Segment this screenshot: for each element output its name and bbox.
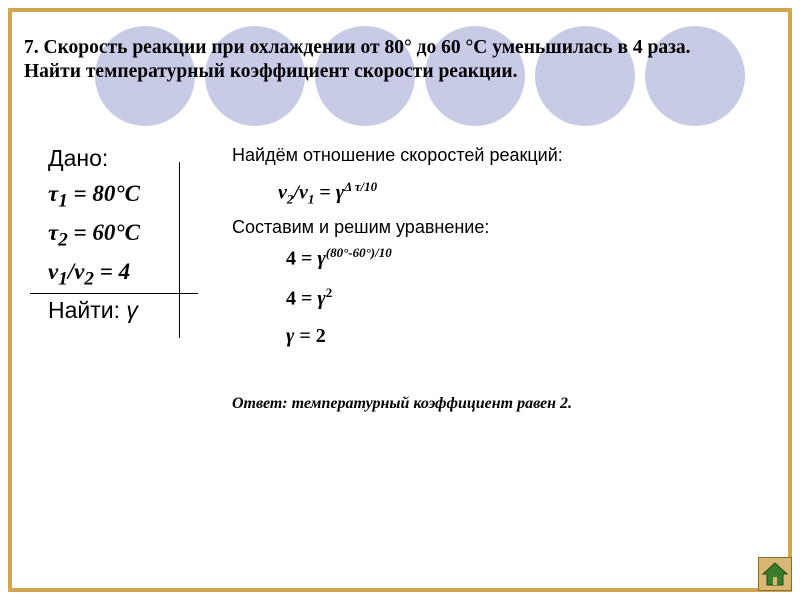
- problem-title: [24, 36, 784, 84]
- eq1-slash-v: /v: [293, 181, 308, 204]
- eq1-sub-2: 2: [286, 191, 294, 207]
- given-find: [48, 297, 138, 324]
- home-icon: [759, 558, 791, 590]
- eq2-gamma: γ: [317, 247, 326, 270]
- find-gamma: γ: [126, 297, 138, 323]
- eq4-rhs: = 2: [294, 325, 326, 347]
- ratio-value: = 4: [93, 259, 131, 284]
- tau-symbol: τ: [48, 220, 59, 245]
- eq2-power: (80°-60°)/10: [325, 245, 392, 260]
- problem-title-line-2: Найти температурный коэффициент скорости реакции.: [24, 61, 518, 82]
- home-button[interactable]: [758, 557, 792, 591]
- ratio-slash: /v: [67, 259, 85, 284]
- find-label: Найти:: [48, 297, 127, 323]
- t2-value: = 60°С: [67, 220, 140, 245]
- solution-step-1: Найдём отношение скоростей реакций:: [232, 145, 563, 165]
- eq1-power: Δ τ/10: [344, 179, 378, 194]
- eq3-power: 2: [325, 285, 333, 300]
- t1-subscript: 1: [58, 190, 68, 212]
- eq4-gamma: γ: [286, 325, 295, 347]
- eq1-v: v: [278, 181, 287, 204]
- given-ratio: [48, 259, 130, 291]
- equation-1: [278, 179, 377, 208]
- given-t1: [48, 181, 140, 213]
- given-heading: Дано:: [48, 145, 109, 171]
- given-divider-vertical: [179, 162, 180, 338]
- t1-value: = 80°С: [67, 181, 140, 206]
- v2-subscript: 2: [84, 268, 94, 290]
- solution-step-2: Составим и решим уравнение:: [232, 217, 490, 237]
- eq3-lhs: 4 =: [286, 287, 318, 310]
- equation-4: [286, 325, 326, 348]
- t2-subscript: 2: [58, 229, 68, 251]
- eq2-lhs: 4 =: [286, 247, 318, 270]
- v1-subscript: 1: [58, 268, 68, 290]
- v-symbol: v: [48, 259, 59, 284]
- eq1-gamma: γ: [335, 181, 345, 204]
- problem-title-line-1: 7. Скорость реакции при охлаждении от 80° до 60 °С уменьшилась в 4 раза.: [24, 37, 691, 58]
- equation-2: [286, 245, 392, 271]
- equation-3: [286, 285, 332, 311]
- answer-text: Ответ: температурный коэффициент равен 2.: [232, 395, 573, 412]
- tau-symbol: τ: [48, 181, 59, 206]
- eq3-gamma: γ: [317, 287, 326, 310]
- given-t2: [48, 220, 140, 252]
- given-divider-horizontal: [30, 293, 198, 294]
- eq1-equals: =: [314, 181, 336, 204]
- eq1-sub-1: 1: [307, 191, 315, 207]
